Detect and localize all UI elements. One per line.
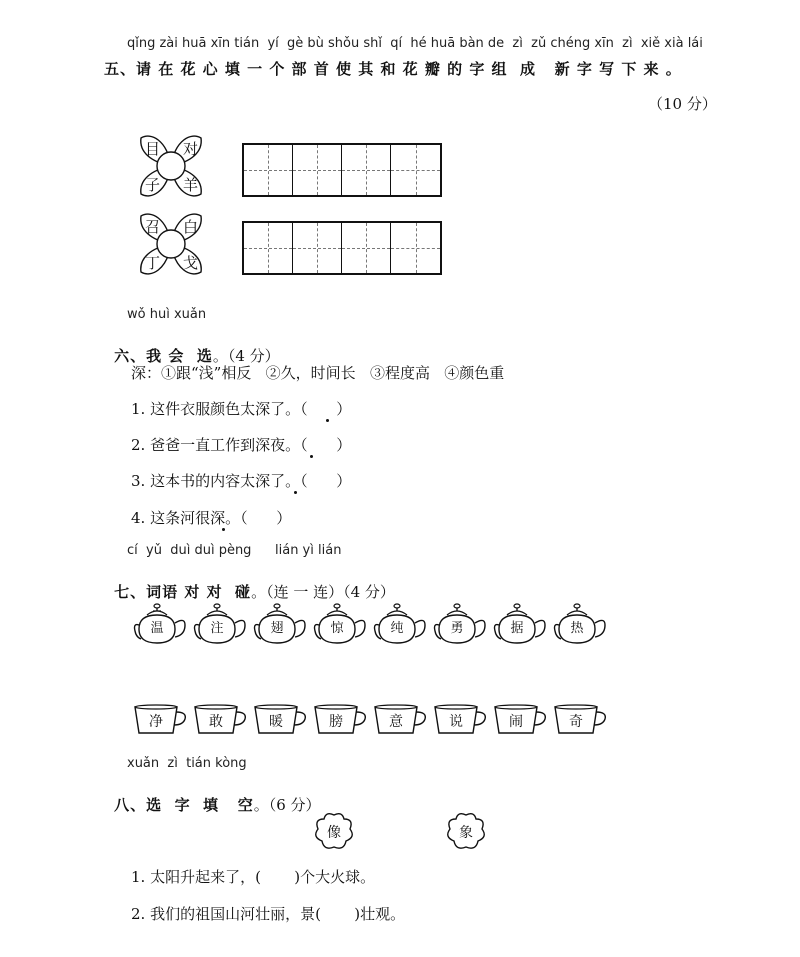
emphasis-dot: [222, 528, 225, 531]
grid-cell[interactable]: [244, 145, 293, 195]
teapot-item[interactable]: [373, 601, 429, 649]
section5-score: （10 分）: [648, 95, 717, 113]
grid-cell[interactable]: [342, 145, 391, 195]
cup-char: 净: [149, 714, 163, 730]
choice-char: 象: [459, 825, 473, 841]
answer-grid-1[interactable]: [242, 143, 442, 197]
grid-cell[interactable]: [293, 223, 342, 273]
teapot-item[interactable]: [193, 601, 249, 649]
teapot-item[interactable]: [253, 601, 309, 649]
petal-char: 羊: [183, 176, 199, 194]
cup-item[interactable]: [133, 703, 189, 737]
petal-char: 戈: [183, 254, 199, 272]
grid-cell[interactable]: [391, 223, 440, 273]
teapot-item[interactable]: [433, 601, 489, 649]
flower-1: [133, 128, 209, 204]
teapot-char: 热: [570, 621, 584, 636]
teapot-item[interactable]: [133, 601, 189, 649]
grid-cell[interactable]: [391, 145, 440, 195]
section8-score: 。（6 分）: [253, 796, 321, 814]
emphasis-dot: [326, 419, 329, 422]
section8-title: 八、选 字 填 空: [114, 796, 254, 814]
petal-char: 召: [145, 218, 161, 236]
section6-title: 六、我 会 选: [114, 347, 213, 365]
cup-item[interactable]: [313, 703, 369, 737]
section8-heading: [104, 775, 321, 815]
definition-line: 深：①跟“浅”相反 ②久，时间长 ③程度高 ④颜色重: [131, 364, 505, 382]
section7-score: 。（连 一 连）（4 分）: [251, 583, 395, 601]
teapot-char: 纯: [390, 621, 404, 636]
section8-pinyin: xuǎn zì tián kòng: [127, 756, 247, 771]
emphasis-dot: [294, 491, 297, 494]
section6-score: 。（4 分）: [212, 347, 280, 365]
petal-char: 白: [183, 218, 199, 236]
answer-grid-2[interactable]: [242, 221, 442, 275]
cup-item[interactable]: [193, 703, 249, 737]
emphasis-dot: [310, 455, 313, 458]
petal-char: 子: [145, 176, 161, 194]
section7-pinyin-b: lián yì lián: [275, 543, 342, 558]
cup-row: [133, 703, 609, 737]
section5-title: 五、请 在 花 心 填 一 个 部 首 使 其 和 花 瓣 的 字 组 成 新 字 写 下 来 。: [104, 60, 682, 78]
section6-heading: [104, 326, 280, 366]
choice-char: 像: [327, 825, 341, 841]
teapot-row: [133, 601, 609, 649]
fill-question-1: 1. 太阳升起来了，( )个大火球。: [131, 868, 376, 886]
cup-char: 意: [389, 714, 403, 730]
choice-flower-2: [444, 811, 488, 851]
teapot-item[interactable]: [493, 601, 549, 649]
grid-cell[interactable]: [342, 223, 391, 273]
teapot-char: 温: [150, 621, 164, 636]
flower-2: [133, 206, 209, 282]
petal-char: 丁: [145, 254, 161, 272]
teapot-char: 据: [510, 621, 524, 636]
section5-pinyin: qǐng zài huā xīn tián yí gè bù shǒu shǐ qí hé huā bàn de zì zǔ chéng xīn zì xiě xià lái: [127, 36, 703, 51]
teapot-char: 翅: [270, 621, 284, 636]
section7-pinyin-a: cí yǔ duì duì pèng: [127, 543, 252, 558]
cup-char: 暖: [269, 714, 283, 730]
section7-title: 七、词语 对 对 碰: [114, 583, 252, 601]
teapot-char: 勇: [450, 621, 464, 636]
cup-item[interactable]: [433, 703, 489, 737]
cup-item[interactable]: [553, 703, 609, 737]
teapot-item[interactable]: [313, 601, 369, 649]
section7-heading: [104, 562, 395, 602]
cup-char: 闹: [509, 714, 523, 730]
grid-cell[interactable]: [293, 145, 342, 195]
question-4: 4. 这条河很深。（ ）: [131, 509, 292, 527]
teapot-char: 惊: [330, 621, 344, 636]
cup-item[interactable]: [253, 703, 309, 737]
cup-char: 敢: [209, 714, 223, 730]
teapot-item[interactable]: [553, 601, 609, 649]
question-3: 3. 这本书的内容太深了。（ ）: [131, 472, 352, 490]
petal-char: 对: [183, 140, 199, 158]
section6-pinyin: wǒ huì xuǎn: [127, 307, 207, 322]
choice-flower-1: [312, 811, 356, 851]
cup-item[interactable]: [493, 703, 549, 737]
question-1: 1. 这件衣服颜色太深了。（ ）: [131, 400, 352, 418]
cup-char: 说: [449, 714, 463, 730]
teapot-char: 注: [210, 621, 224, 636]
petal-char: 目: [145, 140, 161, 158]
cup-char: 膀: [329, 714, 343, 730]
fill-question-2: 2. 我们的祖国山河壮丽，景( )壮观。: [131, 905, 406, 923]
cup-item[interactable]: [373, 703, 429, 737]
question-2: 2. 爸爸一直工作到深夜。（ ）: [131, 436, 352, 454]
grid-cell[interactable]: [244, 223, 293, 273]
cup-char: 奇: [569, 714, 583, 730]
